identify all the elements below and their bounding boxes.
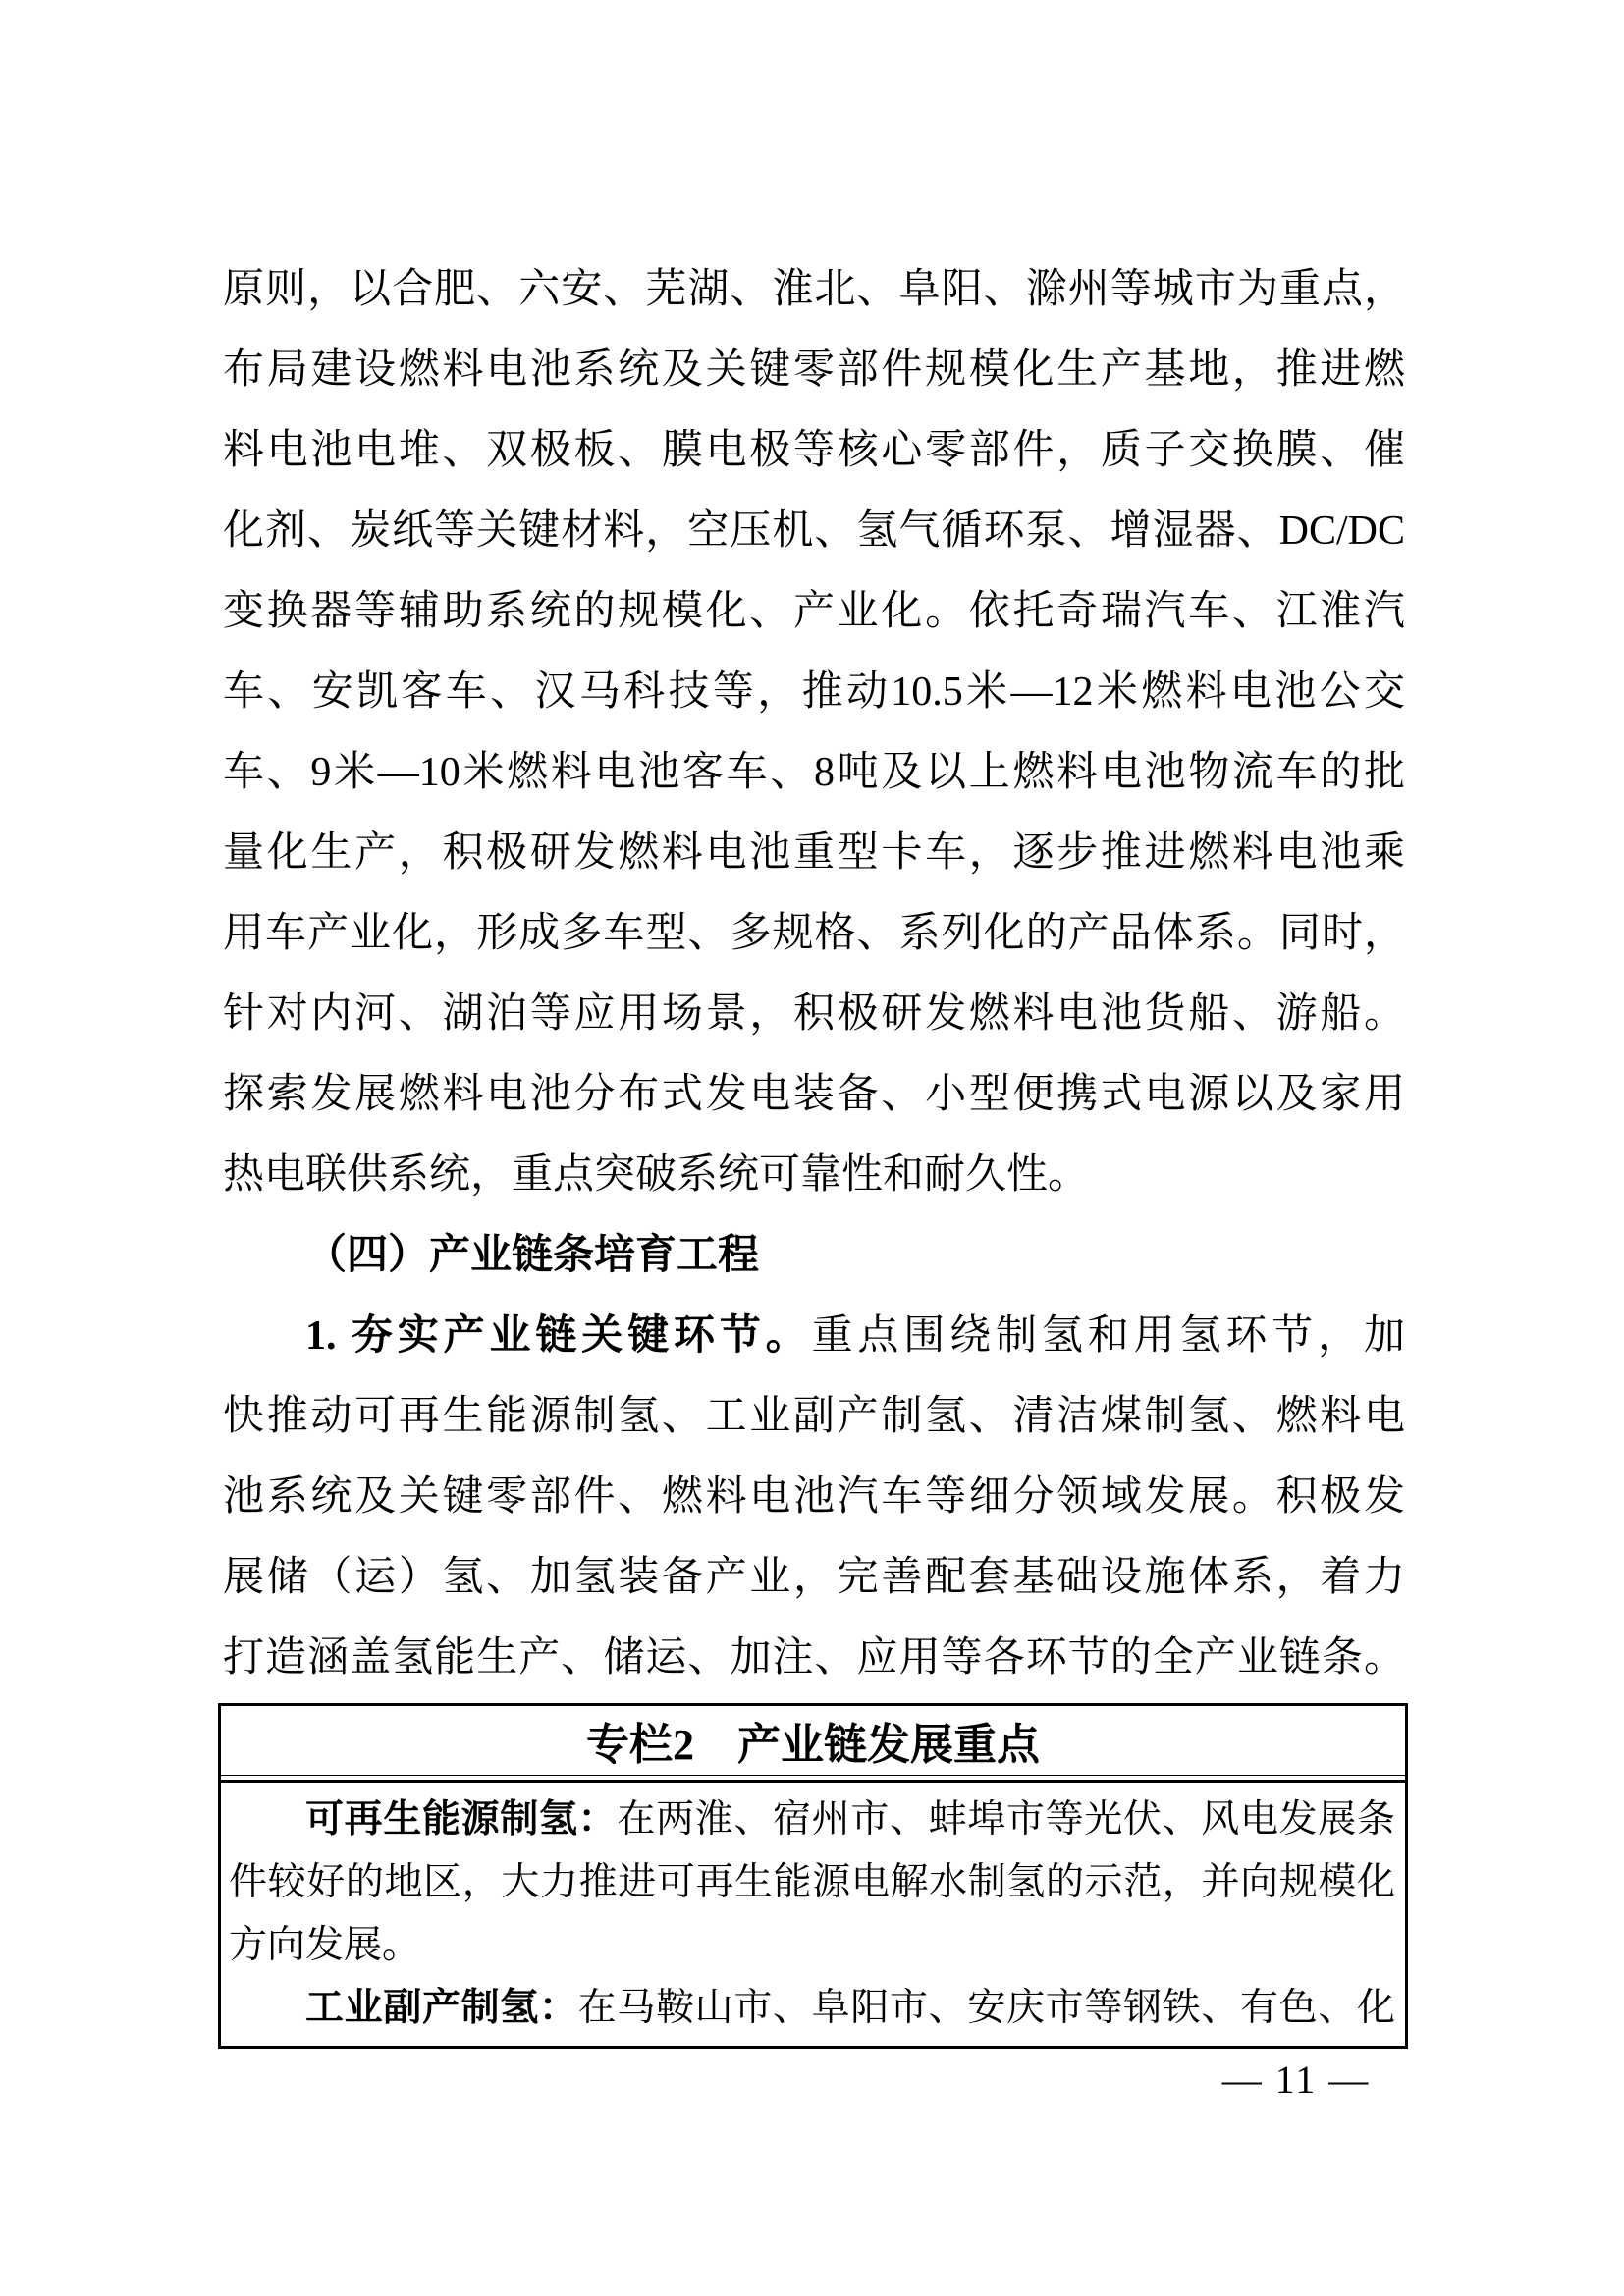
text-segment: 打造涵盖氢能生产、储运、加注、应用等各环节的全产业链条。 xyxy=(223,1635,1405,1681)
body-text xyxy=(223,249,1405,1698)
text-segment: 快推动可再生能源制氢、工业副产制氢、清洁煤制氢、燃料电 xyxy=(223,1394,1405,1439)
text-line xyxy=(223,491,1405,571)
text-segment-bold: 可再生能源制氢： xyxy=(305,1798,618,1841)
text-line xyxy=(223,1457,1405,1537)
text-line xyxy=(223,1215,1405,1296)
feature-box xyxy=(218,1703,1408,2049)
text-segment: 方向发展。 xyxy=(229,1924,421,1966)
text-line xyxy=(223,249,1405,330)
text-line xyxy=(223,1135,1405,1215)
page-number: — 11 — xyxy=(1221,2057,1371,2102)
text-segment: 量化生产，积极研发燃料电池重型卡车，逐步推进燃料电池乘 xyxy=(223,830,1405,876)
text-line xyxy=(223,893,1405,974)
text-segment-bold: 1. 夯实产业链关键环节。 xyxy=(305,1313,812,1359)
text-line xyxy=(223,410,1405,491)
text-segment-bold: 工业副产制氢： xyxy=(305,1987,578,2029)
text-segment: 化剂、炭纸等关键材料，空压机、氢气循环泵、增湿器、DC/DC xyxy=(223,508,1405,554)
text-segment: 用车产业化，形成多车型、多规格、系列化的产品体系。同时， xyxy=(223,911,1405,956)
text-segment: 变换器等辅助系统的规模化、产业化。依托奇瑞汽车、江淮汽 xyxy=(223,589,1405,634)
text-line xyxy=(229,1851,1395,1914)
text-segment: 重点围绕制氢和用氢环节，加 xyxy=(811,1313,1405,1359)
feature-box-label: 专栏2 xyxy=(586,1721,694,1769)
box-content xyxy=(221,1783,1405,2046)
text-segment: 在两淮、宿州市、蚌埠市等光伏、风电发展条 xyxy=(617,1798,1395,1841)
text-line xyxy=(223,652,1405,732)
text-line xyxy=(223,1618,1405,1698)
text-segment: 原则，以合肥、六安、芜湖、淮北、阜阳、滁州等城市为重点， xyxy=(223,267,1405,312)
text-line xyxy=(223,1376,1405,1457)
text-line xyxy=(223,1296,1405,1376)
text-line xyxy=(229,1789,1395,1851)
text-segment: 针对内河、湖泊等应用场景，积极研发燃料电池货船、游船。 xyxy=(223,991,1405,1037)
text-segment: 展储（运）氢、加氢装备产业，完善配套基础设施体系，着力 xyxy=(223,1555,1405,1600)
text-line xyxy=(223,571,1405,652)
feature-box-title xyxy=(221,1706,1405,1776)
text-line xyxy=(223,974,1405,1054)
text-line xyxy=(229,1977,1395,2040)
text-line xyxy=(223,1054,1405,1135)
text-segment: 热电联供系统，重点突破系统可靠性和耐久性。 xyxy=(223,1152,1090,1198)
text-segment: 布局建设燃料电池系统及关键零部件规模化生产基地，推进燃 xyxy=(223,347,1405,393)
text-segment: 池系统及关键零部件、燃料电池汽车等细分领域发展。积极发 xyxy=(223,1474,1405,1520)
text-segment: 探索发展燃料电池分布式发电装备、小型便携式电源以及家用 xyxy=(223,1072,1405,1117)
text-segment-bold: （四）产业链条培育工程 xyxy=(305,1233,760,1278)
text-line xyxy=(223,330,1405,410)
text-segment: 车、安凯客车、汉马科技等，推动10.5米—12米燃料电池公交 xyxy=(223,669,1405,715)
text-line xyxy=(223,1537,1405,1618)
text-segment: 料电池电堆、双极板、膜电极等核心零部件，质子交换膜、催 xyxy=(223,428,1405,473)
text-line xyxy=(229,1914,1395,1977)
feature-box-title-text: 产业链发展重点 xyxy=(737,1721,1040,1769)
text-line xyxy=(223,732,1405,813)
text-segment: 车、9米—10米燃料电池客车、8吨及以上燃料电池物流车的批 xyxy=(223,750,1405,795)
text-segment: 在马鞍山市、阜阳市、安庆市等钢铁、有色、化 xyxy=(577,1987,1395,2029)
text-line xyxy=(223,813,1405,893)
text-segment: 件较好的地区，大力推进可再生能源电解水制氢的示范，并向规模化 xyxy=(229,1861,1395,1903)
